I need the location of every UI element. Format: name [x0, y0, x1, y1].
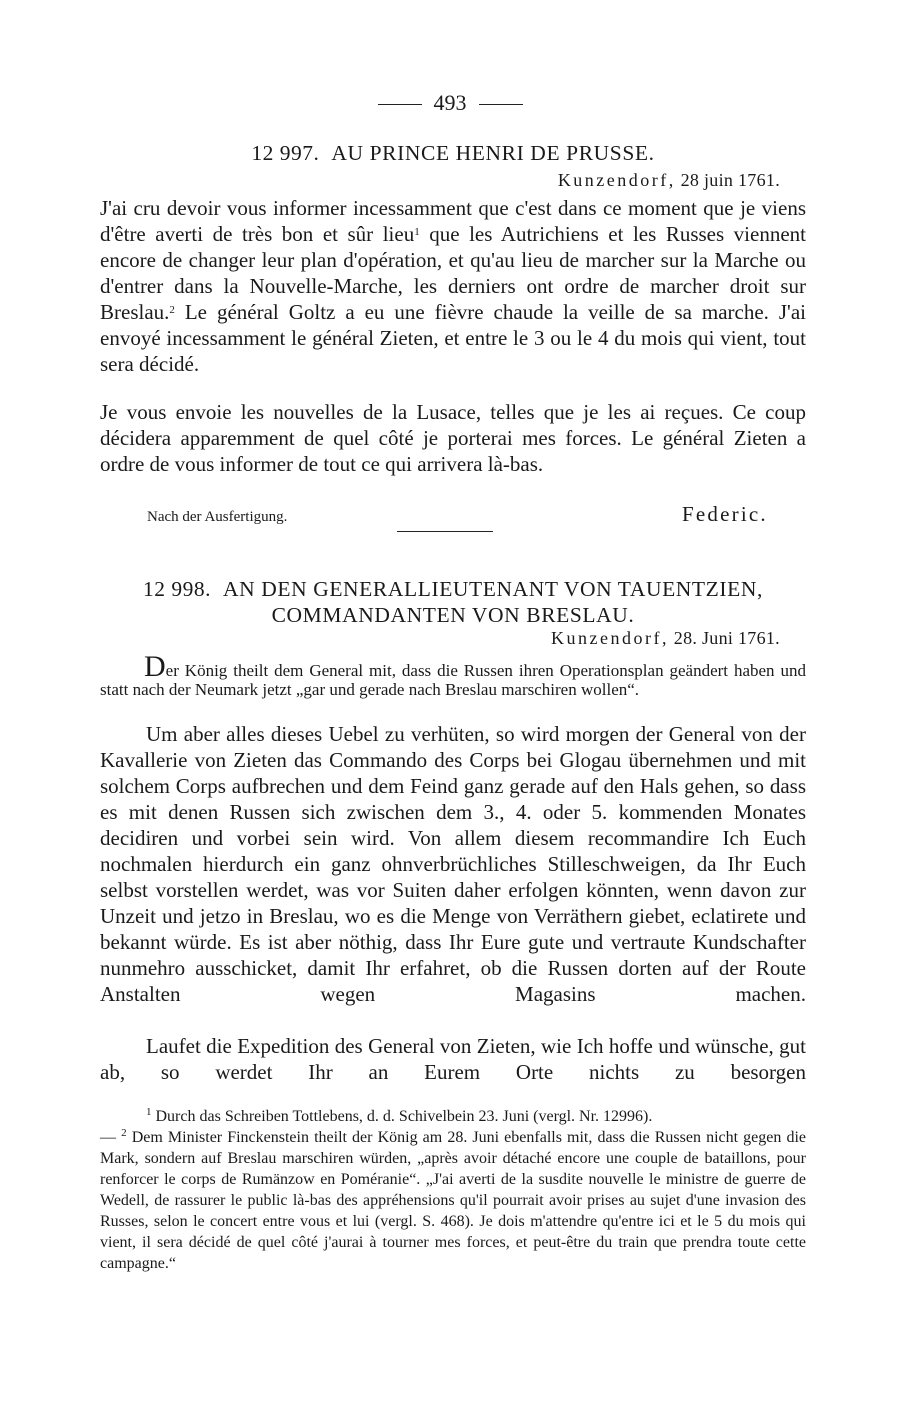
letter-2-number: 12 998.: [143, 577, 211, 601]
letter-1-heading: [100, 140, 806, 166]
page-header: [0, 90, 900, 116]
footnote-ref-2: 2: [169, 304, 175, 316]
letter-2-paragraph-2: Laufet die Expedition des General von Zieten, wie Ich hoffe und wünsche, gut ab, so werdet Ihr an Eurem Orte nichts zu besorgen: [100, 1034, 806, 1084]
footnote-1-marker: 1: [146, 1106, 152, 1118]
footnote-1: $^1$ Durch das Schreiben Tottlebens, d. d. Schivelbein 23. Juni (vergl. Nr. 12996).: [146, 1106, 653, 1125]
footnote-ref-1: 1: [414, 226, 420, 238]
letter-1-paragraph-2: Je vous envoie les nouvelles de la Lusace, telles que je les ai reçues. Ce coup décidera apparemment de quel côté je porterai mes forces. Le général Zieten a ordre de vous informer de tout ce qui arrivera là-bas.: [100, 400, 806, 476]
letter-2-date: 28. Juni 1761.: [673, 628, 780, 648]
header-rule-left: [378, 104, 422, 105]
letter-2-title-line-1: AN DEN GENERALLIEUTENANT VON TAUENTZIEN,: [223, 577, 763, 601]
letter-2-paragraph-1: Um aber alles dieses Uebel zu verhüten, so wird morgen der General von der Kavallerie von Zieten das Commando des Corps bei Glogau übernehmen und mit solchem Corps aufbrechen und dem Feind ganz gerade auf den Hals gehen, so dass es mit denen Russen sich zwischen dem 3., 4. oder 5. kommenden Monates decidiren und vorbei sein wird. Von allem diesem recommandire Ich Euch nochmalen hierdurch ein ganz ohnverbrüchliches Stilleschweigen, da Ihr Euch selbst vorstellen werdet, was vor Suiten daher erfolgen könnten, wenn davon zur Unzeit und jetzo in Breslau, wo es die Menge von Verräthern giebet, eclatirete und bekannt würde. Es ist aber nöthig, dass Ihr Eure gute und vertraute Kundschafter nunmehro ausschicket, damit Ihr erfahret, ob die Russen dorten auf der Route Anstalten wegen Magasins machen.: [100, 722, 806, 1006]
letter-1-source-note: Nach der Ausfertigung.: [147, 509, 288, 525]
letter-separator: [397, 531, 493, 532]
footnote-2-marker: 2: [121, 1127, 127, 1139]
letter-2-place-date: [551, 628, 780, 649]
letter-1-place-date: [558, 170, 780, 191]
page-number: 493: [433, 90, 467, 115]
letter-1-title: AU PRINCE HENRI DE PRUSSE.: [331, 141, 655, 165]
letter-1-date: 28 juin 1761.: [680, 170, 780, 190]
letter-2-drop-cap: D: [144, 650, 166, 683]
letter-1-number: 12 997.: [251, 141, 320, 165]
letter-2-title-line-2: COMMANDANTEN VON BRESLAU.: [271, 603, 635, 627]
letter-1-place: Kunzendorf,: [557, 170, 676, 190]
letter-1-paragraph-1: J'ai cru devoir vous informer incessamment que c'est dans ce moment que je viens d'être averti de très bon et sûr lieu$^1$ que les Autrichiens et les Russes viennent encore de changer leur plan d'opération, et qu'au lieu de marcher sur la Marche ou d'entrer dans la Nouvelle-Marche, les derniers ont ordre de marcher droit sur Breslau.$^2$ Le général Goltz a eu une fièvre chaude la veille de sa marche. J'ai envoyé incessamment le général Zieten, et entre le 3 ou le 4 du mois qui vient, tout sera décidé.: [100, 196, 806, 376]
footnote-2-dash: —: [100, 1129, 116, 1146]
letter-2-place: Kunzendorf,: [551, 628, 669, 648]
letter-2-heading: [100, 576, 806, 628]
footnote-2: — $^2$ Dem Minister Finckenstein theilt der König am 28. Juni ebenfalls mit, dass die Russen nicht gegen die Mark, sondern auf Breslau marschiren würden, „après avoir détaché encore une couple de bataillons, pour renforcer le corps de Rumänzow en Poméranie“. „J'ai averti de la susdite nouvelle le ministre de guerre de Wedell, de rassurer le public là-bas des appréhensions qu'il pourrait avoir prises au sujet d'une invasion des Russes, selon le concert entre vous et lui (vergl. S. 468). Je dois m'attendre qu'entre ici et le 5 du mois qui vient, il sera décidé de quel côté j'aurai à tourner mes forces, et peut-être du train que prendra toute cette campagne.“: [100, 1127, 807, 1272]
letter-1-signature: Federic.: [682, 502, 768, 526]
letter-2-summary: Der König theilt dem General mit, dass die Russen ihren Operationsplan geändert haben und statt nach der Neumark jetzt „gar und gerade nach Breslau marschiren wollen“.: [100, 650, 806, 699]
header-rule-right: [479, 104, 523, 105]
